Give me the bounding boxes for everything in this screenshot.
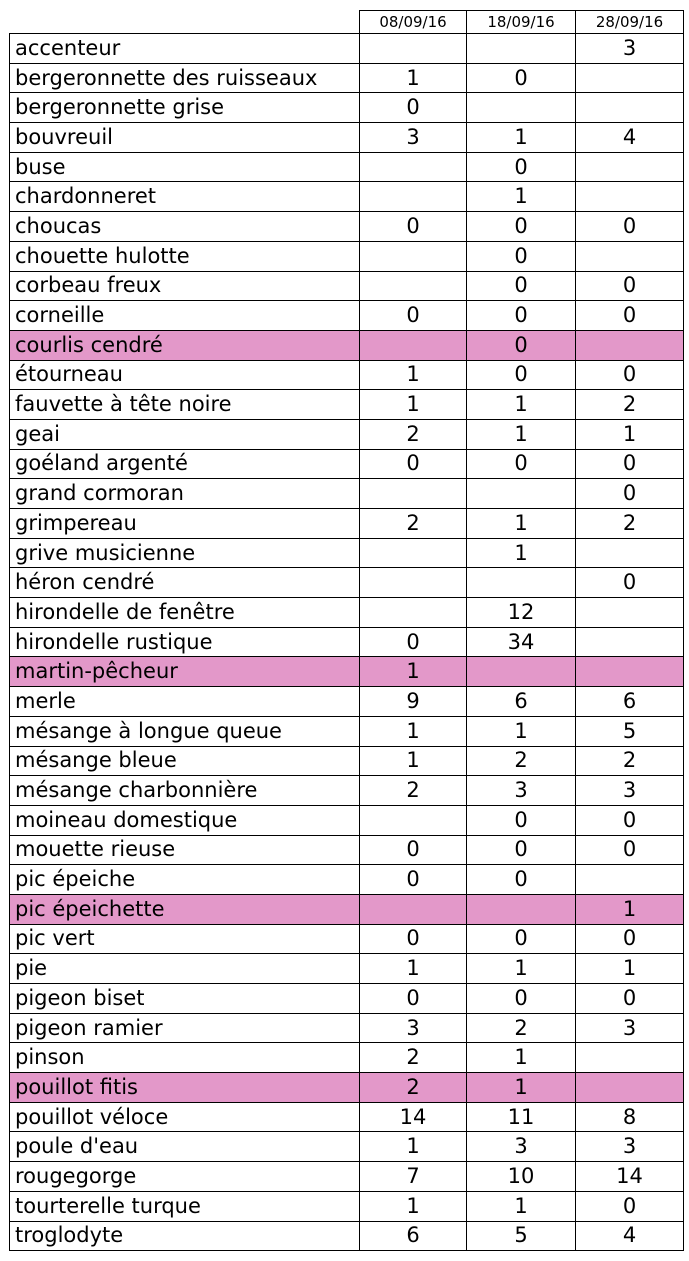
species-name: geai <box>10 419 360 449</box>
count-cell: 0 <box>467 301 576 331</box>
table-row <box>10 1191 684 1221</box>
table-row <box>10 301 684 331</box>
count-cell <box>467 93 576 123</box>
count-cell: 1 <box>467 390 576 420</box>
species-name: hirondelle rustique <box>10 627 360 657</box>
table-row <box>10 390 684 420</box>
count-cell <box>360 805 467 835</box>
count-cell <box>576 241 684 271</box>
count-cell <box>467 568 576 598</box>
table-row <box>10 984 684 1014</box>
species-name: tourterelle turque <box>10 1191 360 1221</box>
count-cell: 6 <box>360 1221 467 1251</box>
count-cell: 2 <box>360 509 467 539</box>
table-row <box>10 1043 684 1073</box>
count-cell: 0 <box>360 301 467 331</box>
count-cell <box>467 894 576 924</box>
count-cell <box>576 93 684 123</box>
count-cell: 0 <box>467 449 576 479</box>
species-name: pic vert <box>10 924 360 954</box>
count-cell: 3 <box>576 776 684 806</box>
count-cell: 1 <box>360 954 467 984</box>
count-cell <box>360 182 467 212</box>
table-row <box>10 1132 684 1162</box>
count-cell: 3 <box>576 1013 684 1043</box>
species-name: grand cormoran <box>10 479 360 509</box>
count-cell: 4 <box>576 123 684 153</box>
count-cell: 2 <box>576 509 684 539</box>
species-name: pigeon biset <box>10 984 360 1014</box>
table-row <box>10 1162 684 1192</box>
count-cell <box>467 479 576 509</box>
table-row <box>10 152 684 182</box>
count-cell: 0 <box>467 212 576 242</box>
count-cell: 0 <box>467 835 576 865</box>
count-cell: 3 <box>360 1013 467 1043</box>
count-cell: 1 <box>467 538 576 568</box>
count-cell: 1 <box>467 716 576 746</box>
count-cell: 1 <box>467 1073 576 1103</box>
count-cell: 3 <box>467 776 576 806</box>
table-row <box>10 479 684 509</box>
count-cell: 0 <box>576 301 684 331</box>
species-name: mésange à longue queue <box>10 716 360 746</box>
count-cell: 1 <box>467 419 576 449</box>
count-cell <box>360 894 467 924</box>
count-cell <box>360 568 467 598</box>
count-cell: 0 <box>467 271 576 301</box>
count-cell: 8 <box>576 1102 684 1132</box>
count-cell <box>360 271 467 301</box>
count-cell <box>360 152 467 182</box>
count-cell: 5 <box>576 716 684 746</box>
count-cell: 0 <box>360 924 467 954</box>
count-cell: 11 <box>467 1102 576 1132</box>
count-cell: 1 <box>576 954 684 984</box>
count-cell: 1 <box>576 894 684 924</box>
count-cell: 0 <box>576 835 684 865</box>
species-name: merle <box>10 687 360 717</box>
bird-count-table <box>9 10 684 1251</box>
count-cell <box>467 34 576 64</box>
count-cell: 0 <box>467 241 576 271</box>
species-name: accenteur <box>10 34 360 64</box>
species-name: poule d'eau <box>10 1132 360 1162</box>
count-cell: 7 <box>360 1162 467 1192</box>
species-name: étourneau <box>10 360 360 390</box>
table-row <box>10 360 684 390</box>
table-row <box>10 1073 684 1103</box>
table-row <box>10 746 684 776</box>
count-cell <box>576 330 684 360</box>
count-cell <box>576 657 684 687</box>
count-cell: 3 <box>360 123 467 153</box>
table-row <box>10 598 684 628</box>
table-row <box>10 93 684 123</box>
corner-cell <box>10 11 360 34</box>
count-cell: 0 <box>360 865 467 895</box>
table-row <box>10 63 684 93</box>
species-name: bergeronnette des ruisseaux <box>10 63 360 93</box>
count-cell: 0 <box>467 360 576 390</box>
table-row <box>10 865 684 895</box>
species-name: pic épeichette <box>10 894 360 924</box>
species-name: buse <box>10 152 360 182</box>
species-name: pouillot véloce <box>10 1102 360 1132</box>
species-name: chardonneret <box>10 182 360 212</box>
count-cell: 0 <box>467 330 576 360</box>
count-cell <box>576 152 684 182</box>
count-cell: 2 <box>467 1013 576 1043</box>
count-cell: 2 <box>360 1043 467 1073</box>
species-name: courlis cendré <box>10 330 360 360</box>
species-name: mésange bleue <box>10 746 360 776</box>
count-cell: 1 <box>467 1191 576 1221</box>
count-cell: 1 <box>467 123 576 153</box>
species-name: martin-pêcheur <box>10 657 360 687</box>
count-cell: 3 <box>576 34 684 64</box>
count-cell <box>467 657 576 687</box>
count-cell: 1 <box>467 509 576 539</box>
table-row <box>10 776 684 806</box>
table-row <box>10 687 684 717</box>
count-cell: 0 <box>576 360 684 390</box>
species-name: mésange charbonnière <box>10 776 360 806</box>
count-cell: 4 <box>576 1221 684 1251</box>
species-name: grimpereau <box>10 509 360 539</box>
count-cell: 6 <box>576 687 684 717</box>
count-cell <box>360 34 467 64</box>
count-cell: 0 <box>576 449 684 479</box>
count-cell: 1 <box>360 1191 467 1221</box>
species-name: pinson <box>10 1043 360 1073</box>
count-cell <box>576 865 684 895</box>
count-cell: 1 <box>360 716 467 746</box>
count-cell: 0 <box>360 449 467 479</box>
count-cell: 2 <box>576 390 684 420</box>
table-row <box>10 835 684 865</box>
species-name: fauvette à tête noire <box>10 390 360 420</box>
table-row <box>10 509 684 539</box>
count-cell: 2 <box>360 1073 467 1103</box>
species-name: pigeon ramier <box>10 1013 360 1043</box>
table-row <box>10 538 684 568</box>
count-cell: 0 <box>467 984 576 1014</box>
count-cell: 1 <box>467 1043 576 1073</box>
count-cell <box>576 1073 684 1103</box>
species-name: pic épeiche <box>10 865 360 895</box>
species-name: choucas <box>10 212 360 242</box>
species-name: pouillot fitis <box>10 1073 360 1103</box>
count-cell: 5 <box>467 1221 576 1251</box>
date-header: 18/09/16 <box>467 11 576 34</box>
count-cell: 0 <box>576 212 684 242</box>
table-row <box>10 123 684 153</box>
count-cell <box>360 241 467 271</box>
species-name: hirondelle de fenêtre <box>10 598 360 628</box>
count-cell: 0 <box>360 627 467 657</box>
count-cell: 14 <box>576 1162 684 1192</box>
count-cell <box>360 538 467 568</box>
count-cell <box>576 1043 684 1073</box>
species-name: troglodyte <box>10 1221 360 1251</box>
count-cell: 6 <box>467 687 576 717</box>
count-cell: 0 <box>360 835 467 865</box>
table-row <box>10 894 684 924</box>
count-cell: 0 <box>576 568 684 598</box>
date-header: 08/09/16 <box>360 11 467 34</box>
species-name: bergeronnette grise <box>10 93 360 123</box>
table-row <box>10 1221 684 1251</box>
count-cell: 0 <box>360 212 467 242</box>
species-name: goéland argenté <box>10 449 360 479</box>
count-cell: 2 <box>467 746 576 776</box>
date-header: 28/09/16 <box>576 11 684 34</box>
count-cell: 1 <box>360 360 467 390</box>
table-row <box>10 568 684 598</box>
count-cell: 14 <box>360 1102 467 1132</box>
count-cell: 1 <box>360 1132 467 1162</box>
table-row <box>10 182 684 212</box>
count-cell: 3 <box>576 1132 684 1162</box>
count-cell: 1 <box>360 657 467 687</box>
count-cell: 1 <box>467 182 576 212</box>
count-cell: 1 <box>360 746 467 776</box>
table-row <box>10 1013 684 1043</box>
species-name: chouette hulotte <box>10 241 360 271</box>
species-name: mouette rieuse <box>10 835 360 865</box>
table-row <box>10 241 684 271</box>
species-name: pie <box>10 954 360 984</box>
count-cell: 0 <box>576 805 684 835</box>
count-cell: 0 <box>576 984 684 1014</box>
count-cell: 0 <box>576 924 684 954</box>
count-cell: 10 <box>467 1162 576 1192</box>
table-row <box>10 34 684 64</box>
count-cell: 0 <box>576 1191 684 1221</box>
table-row <box>10 954 684 984</box>
count-cell: 1 <box>467 954 576 984</box>
count-cell: 1 <box>360 63 467 93</box>
table-row <box>10 212 684 242</box>
count-cell <box>576 627 684 657</box>
table-row <box>10 716 684 746</box>
count-cell: 0 <box>360 984 467 1014</box>
table-row <box>10 449 684 479</box>
count-cell: 9 <box>360 687 467 717</box>
table-row <box>10 924 684 954</box>
count-cell <box>576 598 684 628</box>
table-row <box>10 805 684 835</box>
table-row <box>10 657 684 687</box>
count-cell <box>576 63 684 93</box>
species-name: corbeau freux <box>10 271 360 301</box>
species-name: moineau domestique <box>10 805 360 835</box>
table-row <box>10 1102 684 1132</box>
table-row <box>10 419 684 449</box>
species-name: bouvreuil <box>10 123 360 153</box>
count-cell <box>360 598 467 628</box>
count-cell: 0 <box>467 63 576 93</box>
count-cell <box>576 538 684 568</box>
table-row <box>10 330 684 360</box>
count-cell: 0 <box>467 924 576 954</box>
count-cell: 0 <box>467 865 576 895</box>
table-row <box>10 627 684 657</box>
count-cell: 2 <box>576 746 684 776</box>
count-cell: 2 <box>360 776 467 806</box>
species-name: héron cendré <box>10 568 360 598</box>
species-name: rougegorge <box>10 1162 360 1192</box>
count-cell: 2 <box>360 419 467 449</box>
count-cell: 34 <box>467 627 576 657</box>
count-cell: 3 <box>467 1132 576 1162</box>
count-cell: 0 <box>467 152 576 182</box>
count-cell: 1 <box>360 390 467 420</box>
count-cell <box>360 330 467 360</box>
header-row <box>10 11 684 34</box>
count-cell: 12 <box>467 598 576 628</box>
count-cell: 0 <box>576 271 684 301</box>
species-name: grive musicienne <box>10 538 360 568</box>
count-cell <box>360 479 467 509</box>
count-cell: 0 <box>576 479 684 509</box>
count-cell: 0 <box>360 93 467 123</box>
count-cell <box>576 182 684 212</box>
count-cell: 1 <box>576 419 684 449</box>
count-cell: 0 <box>467 805 576 835</box>
species-name: corneille <box>10 301 360 331</box>
table-row <box>10 271 684 301</box>
